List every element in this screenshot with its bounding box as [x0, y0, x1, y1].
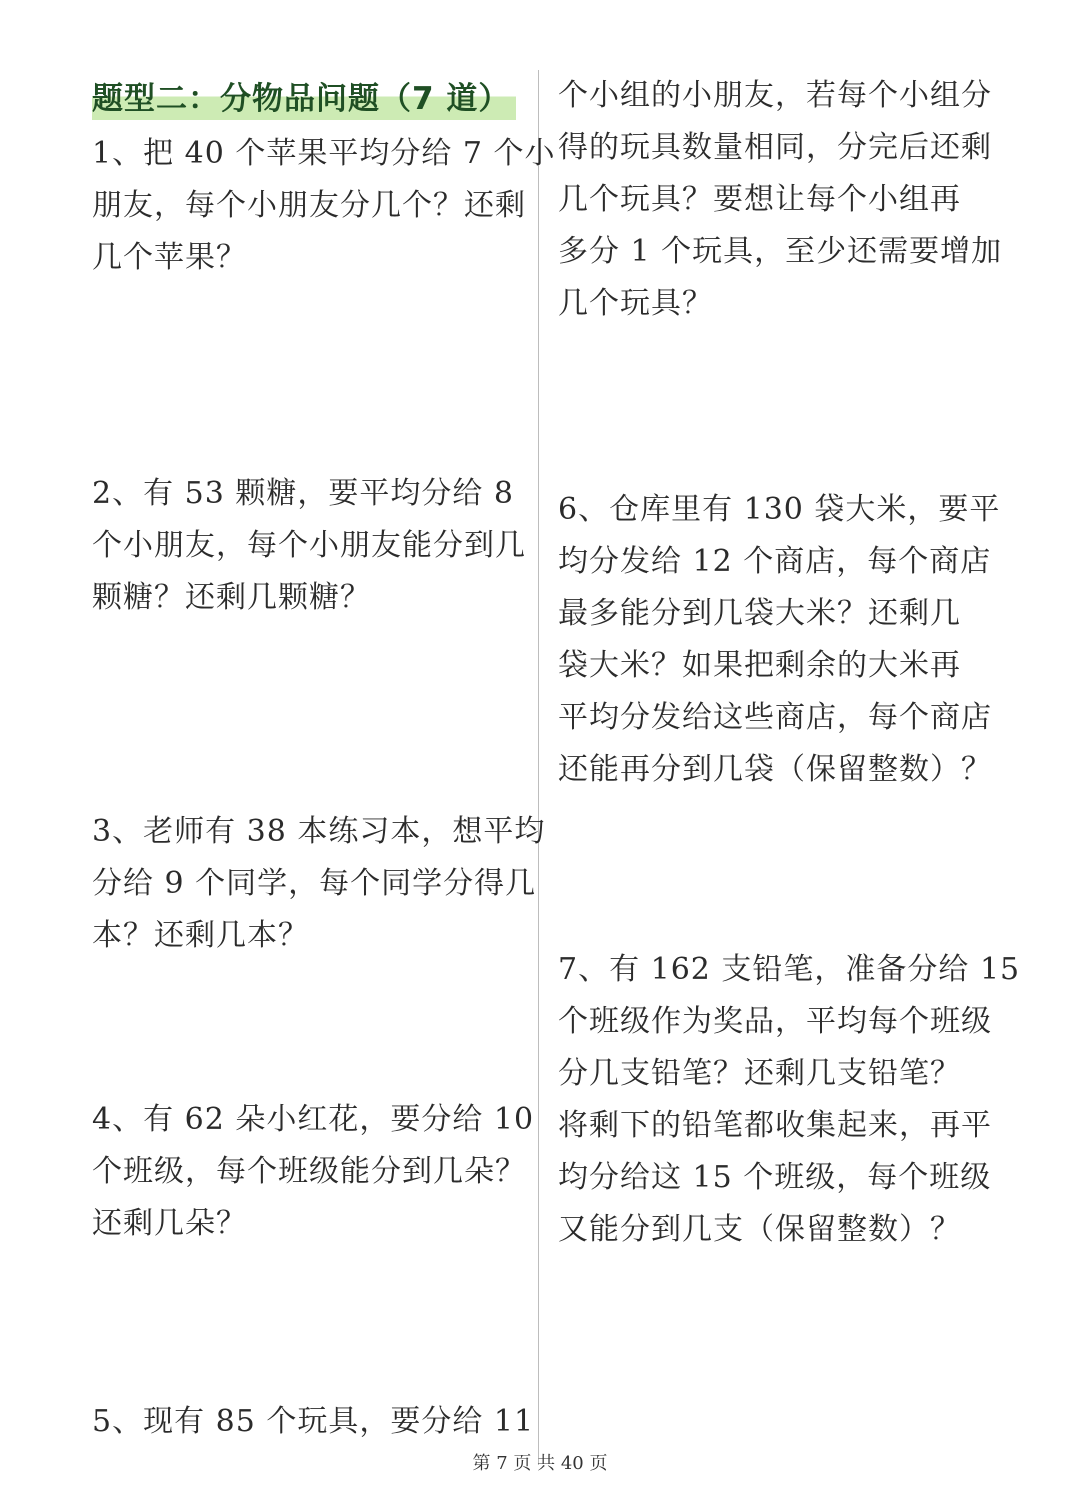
question-4-line: 还剩几朵？	[92, 1206, 247, 1241]
question-6-line: 最多能分到几袋大米？还剩几	[558, 596, 961, 631]
question-6	[558, 484, 1000, 796]
question-5-line: 几个玩具？	[558, 286, 713, 321]
question-2	[92, 468, 526, 624]
question-6-line: 还能再分到几袋（保留整数）？	[558, 752, 992, 787]
question-5-start	[92, 1396, 534, 1448]
question-2-line: 个小朋友，每个小朋友能分到几	[92, 528, 526, 563]
question-3	[92, 806, 545, 962]
section-title: 题型二：分物品问题（7 道）	[92, 74, 516, 124]
question-4-line: 个班级，每个班级能分到几朵？	[92, 1154, 526, 1189]
page-footer: 第 7 页 共 40 页	[472, 1453, 608, 1474]
question-7-line: 7、有 162 支铅笔，准备分给 15	[558, 952, 1021, 987]
question-6-line: 6、仓库里有 130 袋大米，要平	[558, 492, 1001, 527]
question-2-line: 2、有 53 颗糖，要平均分给 8	[92, 476, 514, 511]
question-1-line: 朋友，每个小朋友分几个？还剩	[92, 188, 526, 223]
question-7-line: 个班级作为奖品，平均每个班级	[558, 1004, 992, 1039]
question-5-line: 5、现有 85 个玩具，要分给 11	[92, 1404, 535, 1439]
question-1-line: 几个苹果？	[92, 240, 247, 275]
question-1	[92, 128, 556, 284]
question-6-line: 平均分发给这些商店，每个商店	[558, 700, 992, 735]
question-2-line: 颗糖？还剩几颗糖？	[92, 580, 371, 615]
question-7	[558, 944, 1020, 1256]
question-7-line: 将剩下的铅笔都收集起来，再平	[558, 1108, 992, 1143]
question-4-line: 4、有 62 朵小红花，要分给 10	[92, 1102, 535, 1137]
question-7-line: 均分给这 15 个班级，每个班级	[558, 1160, 992, 1195]
question-3-line: 分给 9 个同学，每个同学分得几	[92, 866, 537, 901]
question-7-line: 又能分到几支（保留整数）？	[558, 1212, 961, 1247]
question-3-line: 本？还剩几本？	[92, 918, 309, 953]
question-1-line: 1、把 40 个苹果平均分给 7 个小	[92, 136, 556, 171]
question-5-line: 个小组的小朋友，若每个小组分	[558, 78, 992, 113]
question-6-line: 袋大米？如果把剩余的大米再	[558, 648, 961, 683]
question-5-line: 几个玩具？要想让每个小组再	[558, 182, 961, 217]
question-4	[92, 1094, 534, 1250]
question-6-line: 均分发给 12 个商店，每个商店	[558, 544, 992, 579]
question-5-continued	[558, 70, 1002, 330]
question-3-line: 3、老师有 38 本练习本，想平均	[92, 814, 546, 849]
question-5-line: 多分 1 个玩具，至少还需要增加	[558, 234, 1003, 269]
question-5-line: 得的玩具数量相同，分完后还剩	[558, 130, 992, 165]
question-7-line: 分几支铅笔？还剩几支铅笔？	[558, 1056, 961, 1091]
